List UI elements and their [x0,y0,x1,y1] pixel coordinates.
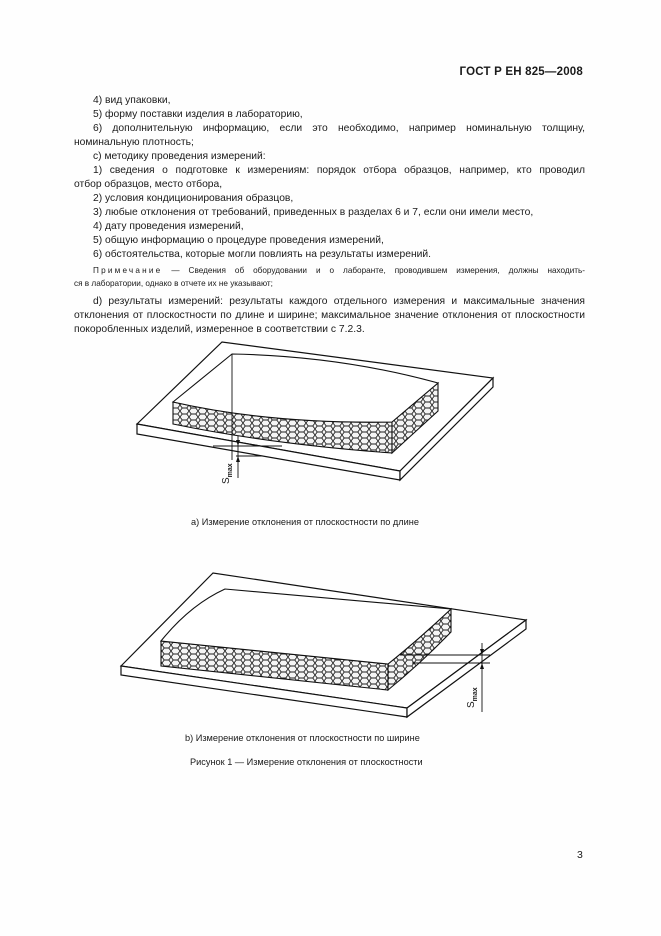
item-c-subitem-continuation: отбор образцов, место отбора, [74,179,223,190]
figure-a-caption: a) Измерение отклонения от плоскостности по длине [191,517,419,527]
note-text: — Сведения об оборудовании и о лаборанте, проводившем измерения, должны находить- [171,266,586,275]
figure-a-smax-label: $S_{max}$ [221,463,234,484]
item-c-label: c) методику проведения измерений: [93,151,266,162]
item-d-line: покоробленных изделий, измеренное в соответствии с 7.2.3. [74,324,365,335]
figure-b-arrow [480,663,484,669]
item-c-subitem: 6) обстоятельства, которые могли повлиять на результаты измерений. [93,249,431,260]
item-c-subitem: 3) любые отклонения от требований, приведенных в разделах 6 и 7, если они имели место, [93,207,534,218]
figure-title: Рисунок 1 — Измерение отклонения от плоскостности [190,757,423,767]
page-number: 3 [577,849,583,861]
item-c-subitem: 2) условия кондиционирования образцов, [93,193,294,204]
item-d-line: отклонения от плоскостности по длине и ширине; максимальное значение отклонения от плоскостности [74,310,585,321]
note-label: Примечание [93,266,163,275]
figure-a-arrow [236,456,240,462]
list-item: 6) дополнительную информацию, если это необходимо, например номинальную толщину, [93,123,585,134]
document-header: ГОСТ Р ЕН 825—2008 [459,66,583,78]
note-line: ся в лаборатории, однако в отчете их не указывают; [74,279,273,288]
list-item: 5) форму поставки изделия в лабораторию, [93,109,303,120]
figure-a-drawing [137,342,493,480]
figure-b-caption: b) Измерение отклонения от плоскостности по ширине [185,733,420,743]
item-c-subitem: 1) сведения о подготовке к измерениям: порядок отбора образцов, например, кто проводил [93,165,585,176]
list-item: 4) вид упаковки, [93,95,171,106]
item-c-subitem: 5) общую информацию о процедуре проведения измерений, [93,235,384,246]
figure-b-smax-label: $S_{max}$ [466,687,479,708]
list-item-continuation: номинальную плотность; [74,137,194,148]
item-d-line: d) результаты измерений: результаты каждого отдельного измерения и максимальные значения [93,296,585,307]
item-c-subitem: 4) дату проведения измерений, [93,221,244,232]
